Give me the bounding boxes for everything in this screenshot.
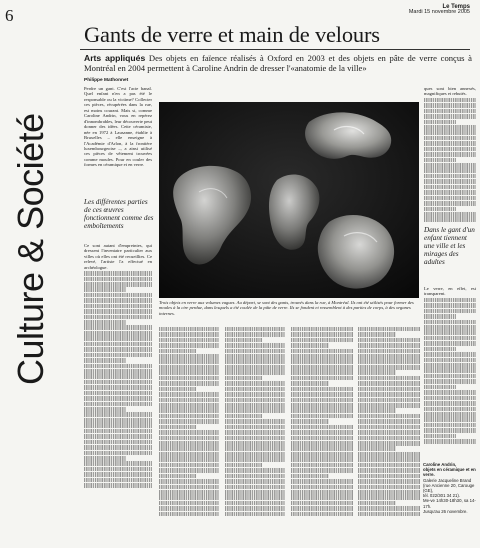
glass-gloves-photo [159,102,419,298]
exhibition-line-5: Me-ve 14h30-18h30, sa 14-17h. [423,498,476,509]
publication-date: Mardi 15 novembre 2005 [408,9,470,16]
page-number: 6 [5,6,14,25]
column-1-body-text: Ce sont autant d'empreintes, qui dressent l'inventaire particulier aux villes où elles ont été recueillies. Ce relevé, l'artiste l'a effectué en archéologue. [84,243,152,270]
column-5-subhead: Dans le gant d'un enfant tiennent une ville et les mirages des adultes [424,226,475,266]
exhibition-line-1: objets en céramique et en verre. [423,467,476,478]
lede-kicker: Arts appliqués [84,53,146,63]
column-1-intro-text: Perdre un gant. C'est l'acte banal. Quel enfant n'en a pas été le responsable ou la victime? Collecter ces pièces, récupérées dans la rue, est moins courant. Mais si, comme Caroline Andrin, vous en repérez d'innombrables, leur découverte peut donner des idées. Cette céramiste, née en 1972 à Lausanne, établie à Bruxelles – elle enseigne à l'Académie d'Arlon, à la frontière luxembourgeoise –, a ainsi utilisé ces pièces de vêtement trouvées comme moules. Pour en couler des formes en céramique et en verre. [84,86,152,168]
column-4 [291,326,353,540]
column-3 [225,326,285,540]
column-5-body [424,286,476,458]
section-label: Culture & Société [10,113,51,385]
column-4b [358,326,420,540]
exhibition-title: Caroline Andrin, [423,462,457,467]
exhibition-info [423,462,477,514]
column-5-body2-text: Le verre, en effet, est transparent. [424,286,476,297]
headline: Gants de verre et main de velours [84,22,380,47]
photo-caption: Trois objets en verre aux volumes vagues. Au départ, se sont des gants, trouvés dans la rue, à Montréal. Ils ont été utilisés pour former des moules à la cire perdue, dans lesquels a été coulée de la pâte de verre. Ils se fondent et ressemblent à des parties de corps, à des organes internes. [159,300,414,316]
column-2 [159,326,219,540]
glass-gloves-image [159,102,419,298]
exhibition-line-3: (rue Ancienne 20, Carouge (GE), [423,482,475,494]
column-1-intro [84,86,152,196]
column-5-top [424,86,476,226]
lede [84,53,472,73]
headline-rule [80,49,470,50]
publication-name: Le Temps [442,4,470,10]
lede-text: Des objets en faïence réalisés à Oxford en 2003 et des objets en pâte de verre conçus à Montréal en 2004 permettent à Caroline Andrin de dresser l'«anatomie de la ville» [84,53,472,74]
byline: Philippe Mathonnet [84,78,129,83]
exhibition-line-4: tél. 022/301 34 21). [423,493,461,499]
column-5-body-text: ques sont bien annexés, magnifiques et rebutés. [424,86,476,97]
masthead [409,4,470,16]
column-1-subhead: Les différentes parties de ces œuvres fonctionnent comme des emboîtements [84,198,154,230]
exhibition-line-2: Galerie Jacqueline Brand [423,477,472,483]
column-1-body [84,243,152,539]
exhibition-line-6: Jusqu'au 26 novembre. [423,508,468,514]
